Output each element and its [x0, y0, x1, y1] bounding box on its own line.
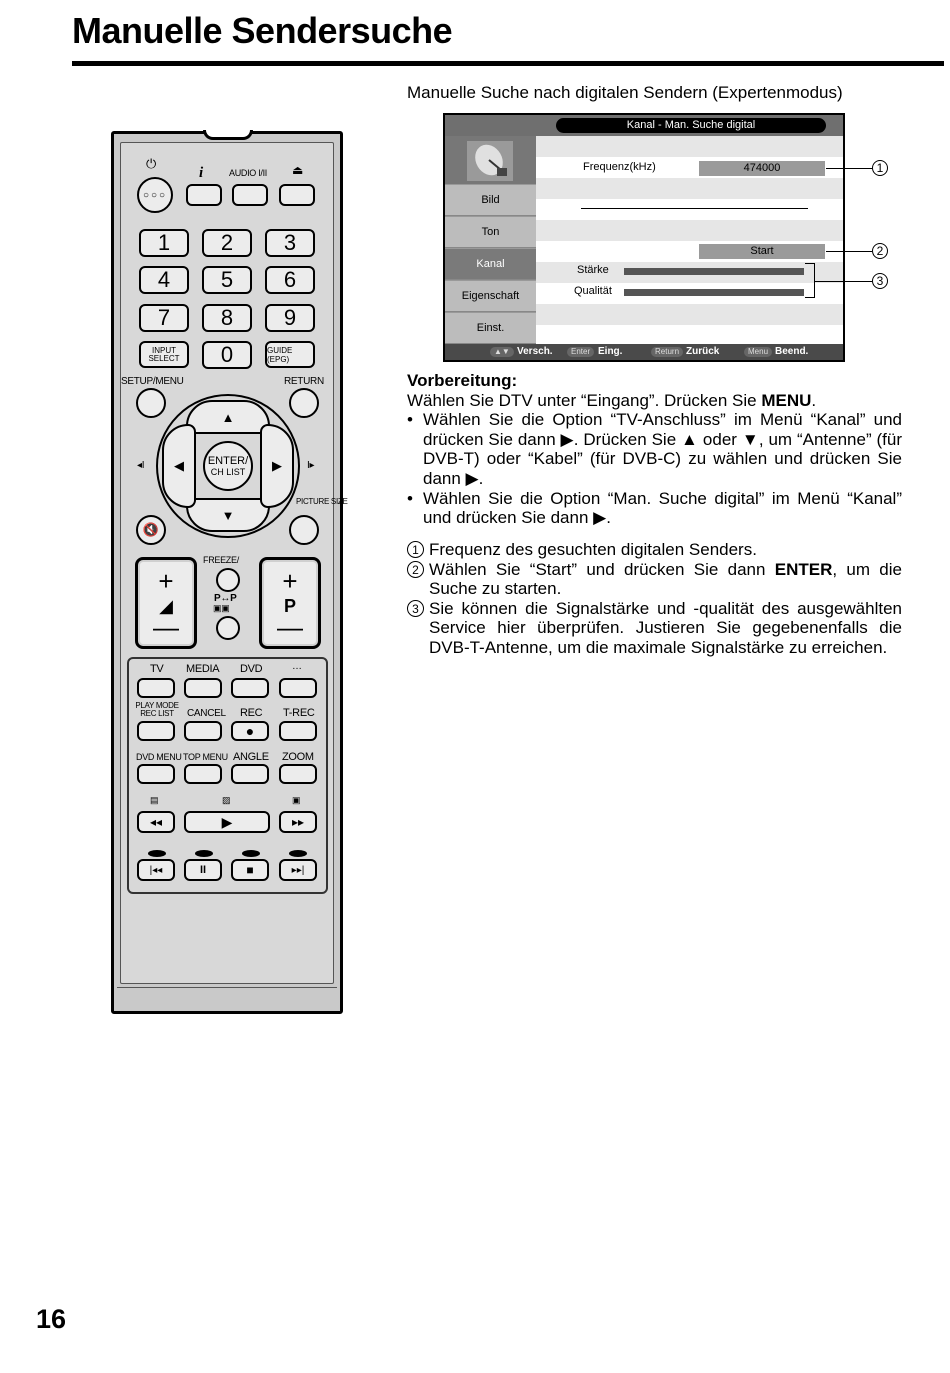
setup-menu-label: SETUP/MENU [121, 376, 184, 387]
next-chapter-button[interactable]: ▸▸| [279, 859, 317, 881]
title-rule [72, 61, 944, 66]
bullet-mark: • [407, 410, 413, 430]
audio-button[interactable] [232, 184, 268, 206]
digit-0-button[interactable]: 0 [202, 341, 252, 369]
page-number: 16 [36, 1304, 67, 1334]
dvd-label: DVD [240, 663, 263, 675]
preparation-section [407, 371, 902, 528]
callout-3: 3 [872, 273, 888, 289]
strength-label: Stärke [577, 264, 609, 276]
tv-menu-item-kanal[interactable]: Kanal [445, 248, 536, 279]
start-button[interactable]: Start [699, 244, 825, 259]
callout-line-1 [826, 168, 872, 169]
separator-line [581, 208, 808, 209]
nav-left-button[interactable]: ◀ [162, 424, 196, 508]
step-text: Frequenz des gesuchten digitalen Senders. [429, 540, 757, 559]
input-select-button[interactable]: INPUT SELECT [139, 341, 189, 368]
preparation-heading: Vorbereitung: [407, 371, 518, 390]
channel-rocker[interactable] [259, 557, 321, 649]
tv-stripe [536, 178, 843, 199]
intro-text: Wählen Sie DTV unter “Eingang”. Drücken Sie [407, 390, 762, 410]
preparation-intro [407, 391, 902, 411]
quality-bar [624, 289, 804, 296]
digit-5-button[interactable]: 5 [202, 266, 252, 294]
subtitle-button[interactable] [279, 678, 317, 698]
bullet-item [407, 410, 902, 488]
channel-minus-icon: — [277, 612, 303, 642]
stop-button[interactable]: ■ [231, 859, 269, 881]
freeze-label: FREEZE/ [203, 555, 239, 565]
bullet-mark: • [407, 488, 413, 508]
step-text: Sie können die Signalstärke und -qualität des ausgewählten Service hier überprüfen. Justieren Sie gegebenenfalls die DVB-T-Antenne, um die maximale Signalstärke zu erreichen. [429, 598, 902, 657]
play-mode-button[interactable] [137, 721, 175, 741]
volume-plus-icon: + [158, 566, 174, 596]
skip-forward-icon: I▸ [307, 460, 315, 471]
page-title: Manuelle Sendersuche [72, 10, 453, 51]
info-button[interactable] [186, 184, 222, 206]
guide-epg-button[interactable]: GUIDE (EPG) [265, 341, 315, 368]
info-icon: i [199, 165, 203, 181]
step-text [429, 560, 902, 599]
media-button[interactable] [184, 678, 222, 698]
bullet-item [407, 489, 902, 528]
intro-end: . [811, 390, 817, 410]
tv-side-menu [445, 136, 536, 344]
callout-2: 2 [872, 243, 888, 259]
tv-menu-item-ton[interactable]: Ton [445, 216, 536, 247]
screen-caption: Manuelle Suche nach digitalen Sendern (Expertenmodus) [407, 83, 843, 102]
red-dot [148, 850, 166, 857]
nav-up-button[interactable]: ▲ [186, 400, 270, 434]
enter-button[interactable] [203, 441, 253, 491]
zoom-button[interactable] [279, 764, 317, 784]
step-item [407, 540, 902, 560]
remote-bottom-edge [117, 987, 337, 1005]
step-number: 2 [407, 561, 424, 578]
teletext-hold-icon: ▣ [292, 795, 301, 805]
bullet-text: Wählen Sie die Option “TV-Anschluss” im Menü “Kanal” und drücken Sie dann ▶. Drücken Sie ▲ oder ▼, um “Antenne” (für DVB-T) oder “Kabel” (für DVB-C) zu wählen und drücken Sie dann ▶. [423, 410, 902, 488]
skip-back-icon: ◂I [137, 460, 145, 471]
nav-right-button[interactable]: ▶ [260, 424, 294, 508]
green-dot [195, 850, 213, 857]
p-swap-label: P↔P [214, 593, 237, 604]
nav-key-label: Versch. [517, 346, 553, 357]
angle-button[interactable] [231, 764, 269, 784]
callout-bracket-3 [805, 263, 815, 298]
rec-button[interactable]: ● [231, 721, 269, 741]
p-swap-button[interactable] [216, 616, 240, 640]
dvd-button[interactable] [231, 678, 269, 698]
digit-6-button[interactable]: 6 [265, 266, 315, 294]
mute-icon[interactable]: 🔇 [136, 515, 166, 545]
digit-9-button[interactable]: 9 [265, 304, 315, 332]
callout-line-3 [815, 281, 872, 282]
tv-header [445, 115, 843, 136]
angle-label: ANGLE [233, 751, 269, 763]
menu-key-label: Beend. [775, 346, 809, 357]
dvd-menu-button[interactable] [137, 764, 175, 784]
teletext-icons: ▣▣ [213, 603, 230, 613]
prev-chapter-button[interactable]: |◂◂ [137, 859, 175, 881]
fast-forward-button[interactable]: ▸▸ [279, 811, 317, 833]
bullet-text: Wählen Sie die Option “Man. Suche digital” im Menü “Kanal” und drücken Sie dann ▶. [423, 488, 902, 528]
digit-2-button[interactable]: 2 [202, 229, 252, 257]
return-button[interactable] [289, 388, 319, 418]
top-menu-button[interactable] [184, 764, 222, 784]
callout-1: 1 [872, 160, 888, 176]
nav-down-button[interactable]: ▼ [186, 498, 270, 532]
tv-stripe [536, 136, 843, 157]
frequency-label: Frequenz(kHz) [583, 161, 656, 173]
ch-list-label: CH LIST [210, 467, 246, 477]
volume-rocker[interactable] [135, 557, 197, 649]
digit-1-button[interactable]: 1 [139, 229, 189, 257]
zoom-label: ZOOM [282, 751, 314, 763]
return-label: RETURN [284, 376, 324, 387]
cancel-button[interactable] [184, 721, 222, 741]
tv-button[interactable] [137, 678, 175, 698]
step-text-a: Wählen Sie “Start” und drücken Sie dann [429, 559, 775, 579]
step-item [407, 599, 902, 658]
rec-label: REC [240, 707, 263, 719]
rewind-button[interactable]: ◂◂ [137, 811, 175, 833]
nav-key-icon: ▲▼ [490, 347, 514, 357]
blue-dot [289, 850, 307, 857]
picture-size-label: PICTURE SIZE [296, 497, 348, 506]
strength-bar [624, 268, 804, 275]
digit-8-button[interactable]: 8 [202, 304, 252, 332]
audio-label: AUDIO I/II [229, 168, 268, 178]
t-rec-button[interactable] [279, 721, 317, 741]
cancel-label: CANCEL [187, 708, 226, 719]
tv-menu-item-bild[interactable]: Bild [445, 184, 536, 215]
teletext-reveal-icon: ▨ [222, 795, 231, 805]
tv-stripe [536, 304, 843, 325]
tv-main-panel [536, 136, 843, 344]
eject-button[interactable] [279, 184, 315, 206]
tv-menu-item-einst[interactable]: Einst. [445, 312, 536, 343]
enter-key-label: Eing. [598, 346, 623, 357]
enter-label: ENTER/ [207, 455, 249, 467]
pause-button[interactable]: II [184, 859, 222, 881]
step-number: 3 [407, 600, 424, 617]
navigation-pad [156, 394, 300, 538]
menu-key-name: MENU [761, 390, 812, 410]
callout-line-2 [826, 251, 872, 252]
tv-menu-screenshot [443, 113, 845, 362]
subtitle-icon: … [292, 661, 302, 672]
return-key-label: Zurück [686, 346, 720, 357]
channel-plus-icon: + [282, 566, 298, 596]
quality-label: Qualität [574, 285, 612, 297]
step-list [407, 540, 902, 658]
picture-size-button[interactable] [289, 515, 319, 545]
media-label: MEDIA [186, 663, 220, 675]
play-button[interactable]: ▶ [184, 811, 270, 833]
volume-icon: ◢ [159, 596, 173, 616]
satellite-dish-icon [445, 136, 536, 184]
digit-7-button[interactable]: 7 [139, 304, 189, 332]
freeze-button[interactable] [216, 568, 240, 592]
power-button[interactable]: ○○○ [137, 177, 173, 213]
setup-menu-button[interactable] [136, 388, 166, 418]
yellow-dot [242, 850, 260, 857]
tv-menu-title: Kanal - Man. Suche digital [556, 118, 826, 133]
channel-p-label: P [283, 596, 296, 616]
step-text-b: , um die Suche zu starten. [429, 559, 902, 599]
volume-minus-icon: — [153, 612, 179, 642]
frequency-field[interactable]: 474000 [699, 161, 825, 176]
return-key-icon: Return [651, 347, 683, 357]
digit-3-button[interactable]: 3 [265, 229, 315, 257]
top-menu-label: TOP MENU [183, 752, 228, 762]
tv-stripe [536, 220, 843, 241]
menu-key-icon: Menu [744, 347, 772, 357]
t-rec-label: T-REC [283, 707, 315, 719]
power-icon: ⏻ [146, 156, 156, 171]
enter-key-name: ENTER [774, 559, 833, 579]
tv-footer [445, 344, 843, 360]
remote-notch [203, 130, 253, 140]
step-item [407, 560, 902, 599]
play-mode-label: PLAY MODE REC LIST [135, 701, 179, 718]
teletext-index-icon: ▤ [150, 795, 159, 805]
digit-4-button[interactable]: 4 [139, 266, 189, 294]
enter-key-icon: Enter [567, 347, 594, 357]
tv-label: TV [150, 663, 164, 675]
step-number: 1 [407, 541, 424, 558]
eject-icon: ⏏ [292, 163, 304, 177]
dvd-menu-label: DVD MENU [136, 752, 182, 762]
tv-menu-item-eigenschaft[interactable]: Eigenschaft [445, 280, 536, 311]
